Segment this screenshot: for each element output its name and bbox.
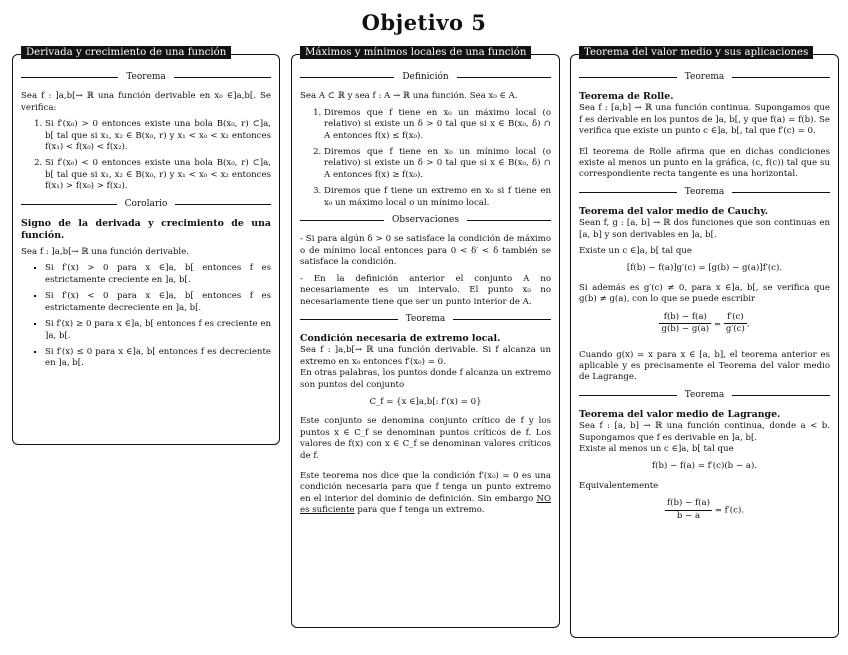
lagrange-equation: f(b) − f(a) = f′(c)(b − a).: [651, 461, 758, 472]
cauchy-exists: Existe un c ∈]a, b[ tal que: [579, 246, 692, 257]
definicion-list: [300, 108, 551, 209]
section-separator-teorema: Teorema: [579, 72, 830, 83]
section-separator-teorema: Teorema: [21, 72, 271, 83]
lagrange-heading: Teorema del valor medio de Lagrange.: [579, 409, 781, 421]
list-item: 1. Diremos que f tiene en x₀ un máximo local (o relativo) si existe un δ > 0 tal que si x ∈ B(x₀, δ) ∩ A entonces f(x) ≤ f(x₀).: [324, 108, 551, 142]
teorema-text-2: En otras palabras, los puntos donde f alcanza un extremo son puntos del conjunto: [300, 368, 551, 390]
section-separator-observaciones: Observaciones: [300, 215, 551, 226]
teorema-intro: Sea f : ]a,b[→ ℝ una función derivable en x₀ ∈]a,b[. Se verifica:: [21, 91, 271, 113]
lagrange-fraction-equation: $\frac{f(b) - f(a)}{b - a}$ = f′(c).: [666, 498, 745, 521]
section-separator-teorema: Teorema: [300, 314, 551, 325]
section-separator-definicion: Definición: [300, 72, 551, 83]
box-title: Teorema del valor medio y sus aplicaciones: [579, 46, 813, 59]
rolle-geometric: El teorema de Rolle afirma que en dichas condiciones existe al menos un punto en la gráfica, (c, f(c)) tal que su correspondiente recta tangente es una horizontal.: [579, 146, 830, 180]
list-item: ▪ Si f′(x) > 0 para x ∈]a, b[ entonces f es estrictamente creciente en ]a, b[.: [45, 263, 271, 286]
cauchy-text: Sean f, g : [a, b] → ℝ dos funciones que son continuas en [a, b] y son derivables en ]a, b[.: [579, 218, 830, 240]
fraction: $\frac{f(b) - f(a)}{b - a}$: [666, 498, 710, 521]
lagrange-text: Sea f : [a, b] → ℝ una función continua, donde a < b. Supongamos que f es derivable en ]a, b[.: [579, 421, 830, 443]
underlined-text: NO es suficiente: [300, 493, 552, 516]
teorema-list: [21, 119, 271, 192]
list-item: 1. Si f′(x₀) > 0 entonces existe una bola B(x₀, r) ⊂]a, b[ tal que si x₁, x₂ ∈ B(x₀, r) y x₁ < x₀ < x₂ entonces f(x₁) < f(x₀) < f(x₂).: [45, 119, 271, 153]
lagrange-exists: Existe al menos un c ∈]a, b[ tal que: [579, 443, 734, 454]
critical-set-text: Este conjunto se denomina conjunto crítico de f y los puntos x ∈ C_f se denominan puntos críticos de f. Los valores de f(x) con x ∈ C_f se denominan valores críticos de f.: [300, 416, 551, 461]
section-separator-corolario: Corolario: [21, 199, 271, 210]
page-title: Objetivo 5: [361, 10, 487, 35]
section-separator-teorema: Teorema: [579, 390, 830, 401]
list-item: ▪ Si f′(x) ≤ 0 para x ∈]a, b[ entonces f es decreciente en ]a, b[.: [45, 347, 271, 370]
cauchy-condition: Si además es g′(c) ≠ 0, para x ∈]a, b[, se verifica que g(b) ≠ g(a), con lo que se puede escribir: [579, 282, 830, 305]
rolle-heading: Teorema de Rolle.: [579, 91, 674, 103]
cauchy-fraction-equation: $\frac{f(b) - f(a)}{g(b) - g(a)}$ = $\frac{f'(c)}{g'(c)}$ .: [661, 311, 750, 335]
teorema-text: Sea f : ]a,b[→ ℝ una función derivable. Si f alcanza un extremo en x₀ entonces f′(x₀) = 0.: [300, 345, 551, 367]
box-maximos-minimos: [291, 47, 560, 628]
list-item: 2. Diremos que f tiene en x₀ un mínimo local (o relativo) si existe un δ > 0 tal que si x ∈ B(x₀, δ) ∩ A entonces f(x) ≥ f(x₀).: [324, 147, 551, 181]
corolario-list: [21, 263, 271, 369]
critical-set-equation: C_f = {x ∈]a,b[: f′(x) = 0}: [369, 396, 482, 407]
list-item: 2. Si f′(x₀) < 0 entonces existe una bola B(x₀, r) ⊂]a, b[ tal que si x₁, x₂ ∈ B(x₀, r) y x₁ < x₀ < x₂ entonces f(x₁) > f(x₀) > f(x₂).: [45, 158, 271, 192]
observacion: - Si para algún δ > 0 se satisface la condición de máximo o de mínimo local entonces para 0 < δ′ < δ también se satisface la condición.: [300, 234, 551, 268]
fraction: $\frac{f'(c)}{g'(c)}$: [725, 311, 745, 335]
observacion: - En la definición anterior el conjunto A no necesariamente es un intervalo. El punto x₀ no necesariamente tiene que ser un punto interior de A.: [300, 273, 551, 307]
box-title: Máximos y mínimos locales de una función: [300, 46, 531, 59]
box-valor-medio: [570, 47, 839, 638]
cauchy-heading: Teorema del valor medio de Cauchy.: [579, 206, 768, 218]
cauchy-equation: [f(b) − f(a)]g′(c) = [g(b) − g(a)]f′(c).: [626, 263, 783, 274]
corolario-heading: Signo de la derivada y crecimiento de una función.: [21, 218, 271, 242]
corolario-intro: Sea f : ]a,b[→ ℝ una función derivable.: [21, 247, 189, 258]
list-item: ▪ Si f′(x) ≥ 0 para x ∈]a, b[ entonces f es creciente en ]a, b[.: [45, 319, 271, 342]
list-item: ▪ Si f′(x) < 0 para x ∈]a, b[ entonces f es estrictamente decreciente en ]a, b[.: [45, 291, 271, 314]
rolle-text: Sea f : [a,b] → ℝ una función continua. Supongamos que f es derivable en los puntos de ]a, b[, y que f(a) = f(b). Se verifica que existe un punto c ∈]a, b[, tal que f′(c) = 0.: [579, 103, 830, 137]
cauchy-note: Cuando g(x) = x para x ∈ [a, b], el teorema anterior es aplicable y es precisamente el Teorema del valor medio de Lagrange.: [579, 349, 830, 383]
box-title: Derivada y crecimiento de una función: [21, 46, 231, 59]
equivalently-label: Equivalentemente: [579, 480, 659, 491]
final-remark: Este teorema nos dice que la condición f′(x₀) = 0 es una condición necesaria para que f tenga un punto extremo en el interior del dominio de definición. Sin embargo NO es suficiente para que f tenga un extremo.: [300, 470, 552, 516]
teorema-heading: Condición necesaria de extremo local.: [300, 333, 501, 345]
box-derivada-crecimiento: [12, 47, 280, 445]
section-separator-teorema: Teorema: [579, 187, 830, 198]
list-item: 3. Diremos que f tiene un extremo en x₀ si f tiene en x₀ un máximo local o un mínimo local.: [324, 186, 551, 209]
definicion-intro: Sea A ⊂ ℝ y sea f : A → ℝ una función. Sea x₀ ∈ A.: [300, 91, 518, 102]
fraction: $\frac{f(b) - f(a)}{g(b) - g(a)}$: [661, 311, 710, 335]
